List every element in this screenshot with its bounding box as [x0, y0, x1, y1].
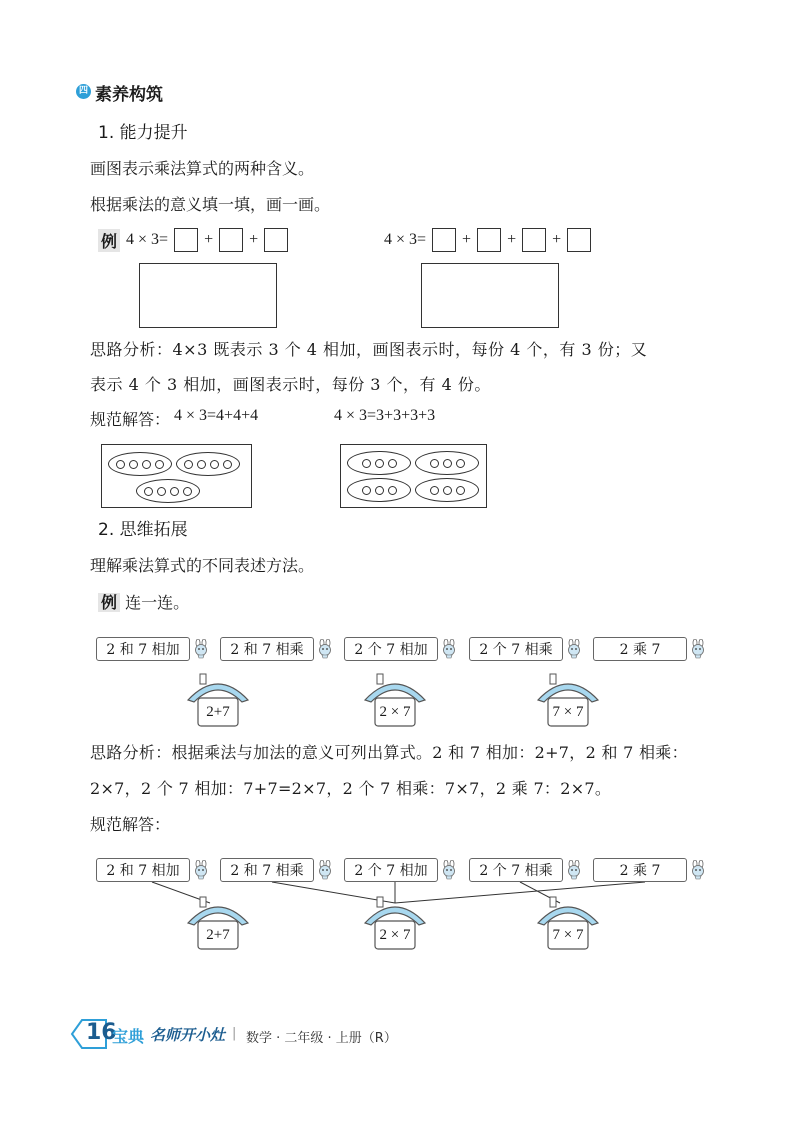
part2-title: 2. 思维拓展 — [98, 520, 188, 540]
answer-equation-1: 4 × 3=4+4+4 — [174, 407, 259, 424]
match-card[interactable]: 2 个 7 相加 — [344, 637, 438, 661]
part2-answer-label: 规范解答： — [90, 815, 171, 834]
house-label: 2 × 7 — [379, 927, 411, 943]
footer-separator: | — [232, 1026, 237, 1041]
plus-sign: + — [462, 231, 472, 248]
book-info: 数学 · 二年级 · 上册（R） — [246, 1031, 397, 1046]
section-title: 素养构筑 — [95, 85, 163, 105]
part2-intro: 理解乘法算式的不同表述方法。 — [90, 556, 315, 575]
match-card[interactable]: 2 乘 7 — [593, 637, 687, 661]
brand-slogan: 名师开小灶 — [150, 1026, 226, 1044]
section-badge: 四 — [76, 84, 91, 99]
house-label: 2+7 — [206, 704, 230, 720]
answer-equation-2: 4 × 3=3+3+3+3 — [334, 407, 436, 424]
house-icon[interactable] — [536, 893, 600, 953]
house-label: 2 × 7 — [379, 704, 411, 720]
part1-answer-label: 规范解答： — [90, 410, 171, 429]
rabbit-icon — [440, 860, 458, 880]
connection-line — [395, 882, 645, 903]
part1-analysis-line1: 思路分析：4×3 既表示 3 个 4 相加，画图表示时，每份 4 个，有 3 份；又 — [90, 340, 648, 359]
equation-right: 4 × 3= — [384, 231, 427, 248]
rabbit-icon — [192, 860, 210, 880]
brand-logo: 宝典 — [112, 1027, 145, 1046]
match-card[interactable]: 2 和 7 相乘 — [220, 858, 314, 882]
part1-title: 1. 能力提升 — [98, 123, 188, 143]
house-icon[interactable] — [186, 893, 250, 953]
example-tag: 例 — [98, 229, 120, 252]
match-card[interactable]: 2 个 7 相乘 — [469, 637, 563, 661]
match-card[interactable]: 2 和 7 相加 — [96, 858, 190, 882]
page-number: 16 — [86, 1020, 117, 1045]
match-card[interactable]: 2 和 7 相加 — [96, 637, 190, 661]
match-card[interactable]: 2 乘 7 — [593, 858, 687, 882]
plus-sign: + — [204, 231, 214, 248]
house-icon[interactable] — [363, 893, 427, 953]
rabbit-icon — [316, 860, 334, 880]
plus-sign: + — [249, 231, 259, 248]
house-label: 7 × 7 — [552, 704, 584, 720]
equation-left: 4 × 3= — [126, 231, 169, 248]
house-label: 2+7 — [206, 927, 230, 943]
example-text: 连一连。 — [125, 593, 190, 612]
part1-intro: 画图表示乘法算式的两种含义。 — [90, 159, 315, 178]
part2-analysis-line1: 思路分析：根据乘法与加法的意义可列出算式。2 和 7 相加：2+7，2 和 7 相乘： — [90, 743, 688, 762]
rabbit-icon — [689, 860, 707, 880]
part1-instruction: 根据乘法的意义填一填，画一画。 — [90, 195, 331, 214]
part2-analysis-line2: 2×7，2 个 7 相加：7+7=2×7，2 个 7 相乘：7×7，2 乘 7：2×7。 — [90, 779, 612, 798]
house-label: 7 × 7 — [552, 927, 584, 943]
match-card[interactable]: 2 个 7 相加 — [344, 858, 438, 882]
match-card[interactable]: 2 和 7 相乘 — [220, 637, 314, 661]
match-card[interactable]: 2 个 7 相乘 — [469, 858, 563, 882]
plus-sign: + — [507, 231, 517, 248]
rabbit-icon — [565, 860, 583, 880]
example-tag: 例 — [98, 593, 120, 612]
plus-sign: + — [552, 231, 562, 248]
part1-analysis-line2: 表示 4 个 3 相加，画图表示时，每份 3 个，有 4 份。 — [90, 375, 491, 394]
